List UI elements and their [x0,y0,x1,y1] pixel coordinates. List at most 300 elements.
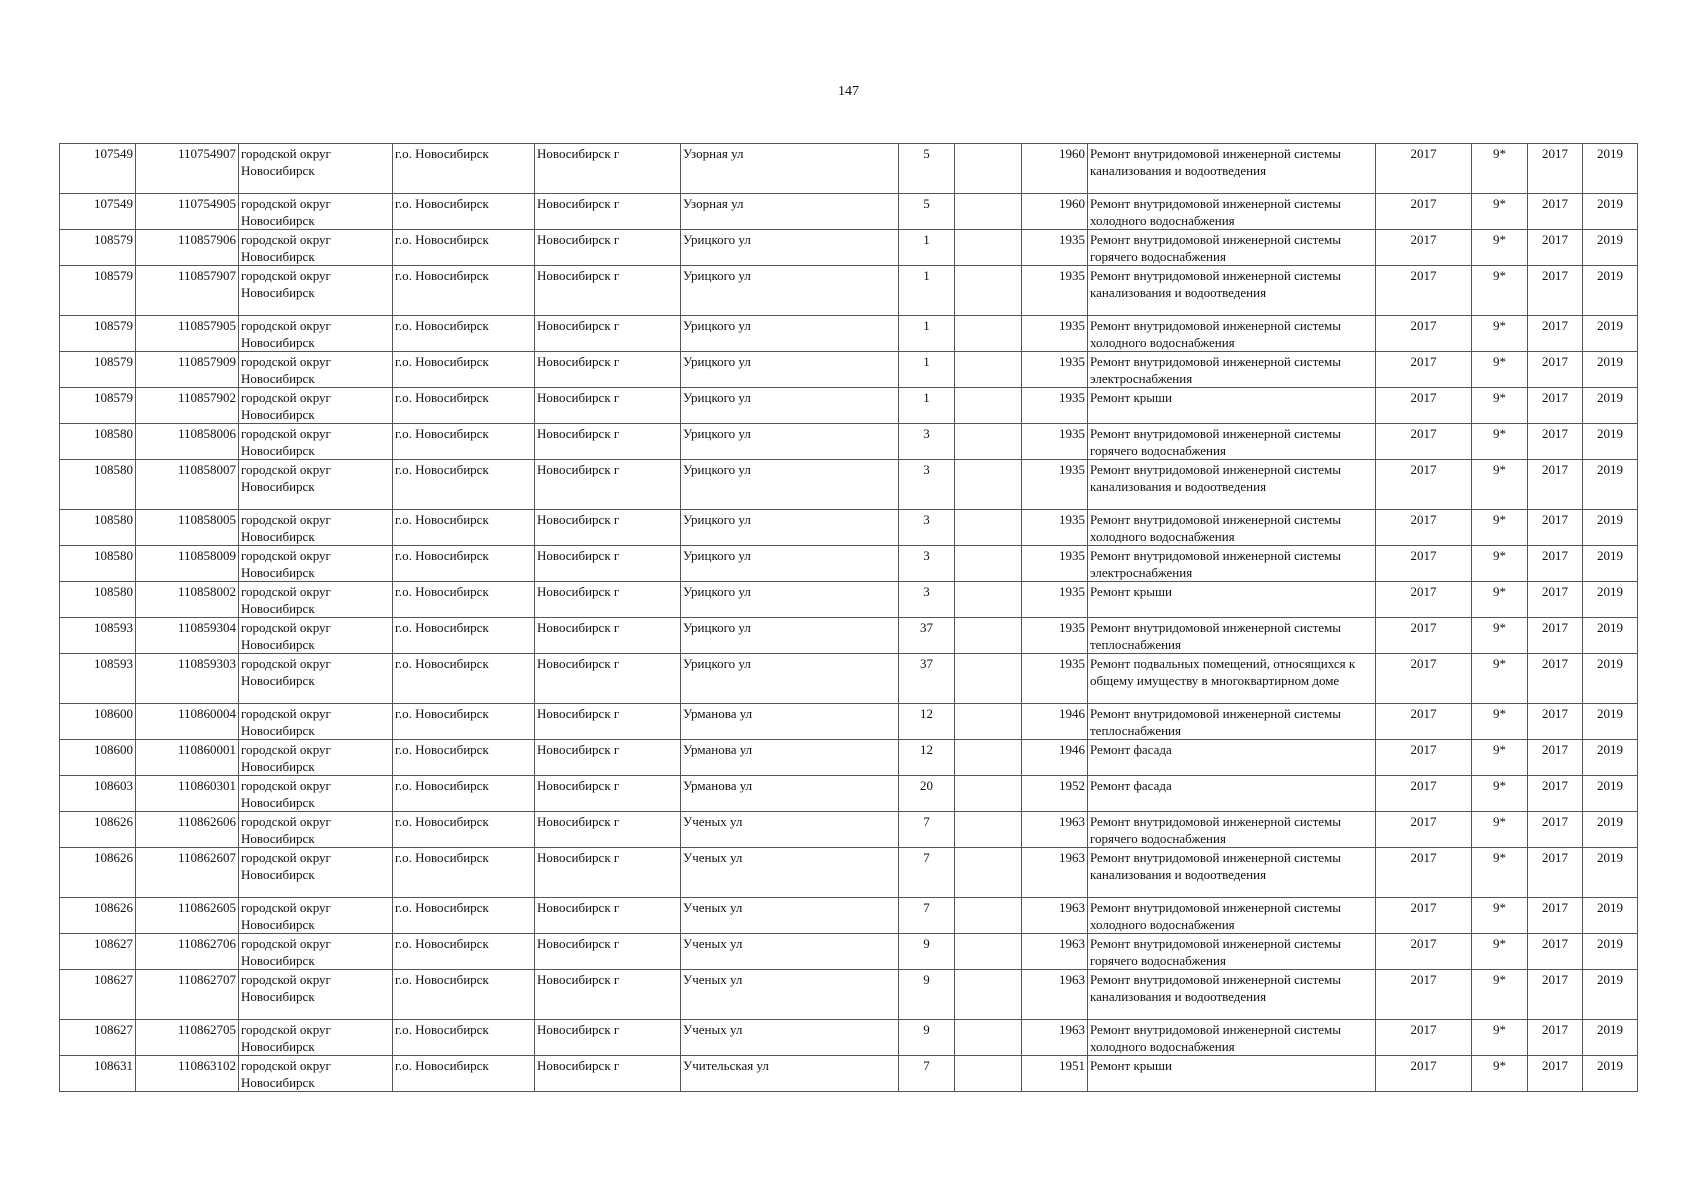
end-year-cell: 2019 [1583,144,1638,194]
work-code-cell: 110859303 [136,654,239,704]
note-cell: 9* [1472,776,1528,812]
work-type-cell: Ремонт внутридомовой инженерной системы канализования и водоотведения [1088,266,1376,316]
table-row [60,740,1638,776]
record-id-cell: 108580 [60,546,136,582]
note-cell: 9* [1472,582,1528,618]
district-cell: городской округ Новосибирск [239,424,393,460]
locality-cell: Новосибирск г [535,546,681,582]
plan-year-cell: 2017 [1376,654,1472,704]
locality-cell: Новосибирск г [535,266,681,316]
plan-year-cell: 2017 [1376,618,1472,654]
table-row [60,1020,1638,1056]
work-code-cell: 110858002 [136,582,239,618]
year-built-cell: 1935 [1022,230,1088,266]
locality-cell: Новосибирск г [535,898,681,934]
house-number-cell: 3 [899,546,955,582]
record-id-cell: 108626 [60,898,136,934]
work-type-cell: Ремонт внутридомовой инженерной системы холодного водоснабжения [1088,1020,1376,1056]
street-cell: Ученых ул [681,934,899,970]
record-id-cell: 108603 [60,776,136,812]
start-year-cell: 2017 [1528,460,1583,510]
work-code-cell: 110862606 [136,812,239,848]
start-year-cell: 2017 [1528,424,1583,460]
street-cell: Урицкого ул [681,546,899,582]
municipality-cell: г.о. Новосибирск [393,266,535,316]
house-number-cell: 9 [899,934,955,970]
locality-cell: Новосибирск г [535,460,681,510]
locality-cell: Новосибирск г [535,1056,681,1092]
building-cell [955,266,1022,316]
start-year-cell: 2017 [1528,1056,1583,1092]
table-row [60,582,1638,618]
locality-cell: Новосибирск г [535,848,681,898]
start-year-cell: 2017 [1528,546,1583,582]
district-cell: городской округ Новосибирск [239,934,393,970]
locality-cell: Новосибирск г [535,352,681,388]
plan-year-cell: 2017 [1376,388,1472,424]
note-cell: 9* [1472,1020,1528,1056]
table-row [60,194,1638,230]
district-cell: городской округ Новосибирск [239,352,393,388]
record-id-cell: 108580 [60,510,136,546]
note-cell: 9* [1472,144,1528,194]
year-built-cell: 1960 [1022,194,1088,230]
district-cell: городской округ Новосибирск [239,144,393,194]
work-type-cell: Ремонт внутридомовой инженерной системы теплоснабжения [1088,704,1376,740]
street-cell: Урицкого ул [681,424,899,460]
end-year-cell: 2019 [1583,388,1638,424]
house-number-cell: 7 [899,848,955,898]
plan-year-cell: 2017 [1376,1056,1472,1092]
work-type-cell: Ремонт внутридомовой инженерной системы канализования и водоотведения [1088,144,1376,194]
work-type-cell: Ремонт фасада [1088,776,1376,812]
year-built-cell: 1951 [1022,1056,1088,1092]
district-cell: городской округ Новосибирск [239,1020,393,1056]
building-cell [955,460,1022,510]
work-type-cell: Ремонт внутридомовой инженерной системы холодного водоснабжения [1088,194,1376,230]
locality-cell: Новосибирск г [535,510,681,546]
year-built-cell: 1935 [1022,510,1088,546]
house-number-cell: 20 [899,776,955,812]
note-cell: 9* [1472,740,1528,776]
municipality-cell: г.о. Новосибирск [393,1020,535,1056]
start-year-cell: 2017 [1528,704,1583,740]
end-year-cell: 2019 [1583,316,1638,352]
registry-table [59,143,1638,1092]
municipality-cell: г.о. Новосибирск [393,654,535,704]
work-code-cell: 110858009 [136,546,239,582]
street-cell: Узорная ул [681,194,899,230]
street-cell: Урицкого ул [681,230,899,266]
house-number-cell: 5 [899,144,955,194]
work-code-cell: 110857905 [136,316,239,352]
note-cell: 9* [1472,898,1528,934]
street-cell: Урманова ул [681,704,899,740]
house-number-cell: 12 [899,704,955,740]
work-code-cell: 110860001 [136,740,239,776]
note-cell: 9* [1472,194,1528,230]
building-cell [955,776,1022,812]
table-row [60,704,1638,740]
plan-year-cell: 2017 [1376,352,1472,388]
plan-year-cell: 2017 [1376,582,1472,618]
locality-cell: Новосибирск г [535,654,681,704]
district-cell: городской округ Новосибирск [239,618,393,654]
work-type-cell: Ремонт внутридомовой инженерной системы холодного водоснабжения [1088,510,1376,546]
record-id-cell: 108593 [60,654,136,704]
end-year-cell: 2019 [1583,266,1638,316]
municipality-cell: г.о. Новосибирск [393,812,535,848]
year-built-cell: 1960 [1022,144,1088,194]
year-built-cell: 1963 [1022,1020,1088,1056]
year-built-cell: 1935 [1022,424,1088,460]
start-year-cell: 2017 [1528,230,1583,266]
municipality-cell: г.о. Новосибирск [393,352,535,388]
house-number-cell: 1 [899,266,955,316]
plan-year-cell: 2017 [1376,898,1472,934]
locality-cell: Новосибирск г [535,144,681,194]
house-number-cell: 3 [899,510,955,546]
start-year-cell: 2017 [1528,812,1583,848]
start-year-cell: 2017 [1528,898,1583,934]
district-cell: городской округ Новосибирск [239,230,393,266]
work-code-cell: 110858007 [136,460,239,510]
work-code-cell: 110862605 [136,898,239,934]
start-year-cell: 2017 [1528,848,1583,898]
work-code-cell: 110862706 [136,934,239,970]
table-row [60,266,1638,316]
start-year-cell: 2017 [1528,388,1583,424]
note-cell: 9* [1472,848,1528,898]
street-cell: Урманова ул [681,776,899,812]
table-row [60,934,1638,970]
building-cell [955,316,1022,352]
district-cell: городской округ Новосибирск [239,194,393,230]
municipality-cell: г.о. Новосибирск [393,618,535,654]
record-id-cell: 108579 [60,352,136,388]
building-cell [955,1056,1022,1092]
street-cell: Учительская ул [681,1056,899,1092]
start-year-cell: 2017 [1528,510,1583,546]
street-cell: Урицкого ул [681,582,899,618]
work-code-cell: 110859304 [136,618,239,654]
year-built-cell: 1963 [1022,812,1088,848]
record-id-cell: 108627 [60,970,136,1020]
municipality-cell: г.о. Новосибирск [393,144,535,194]
locality-cell: Новосибирск г [535,618,681,654]
start-year-cell: 2017 [1528,316,1583,352]
start-year-cell: 2017 [1528,970,1583,1020]
building-cell [955,740,1022,776]
municipality-cell: г.о. Новосибирск [393,582,535,618]
note-cell: 9* [1472,618,1528,654]
municipality-cell: г.о. Новосибирск [393,970,535,1020]
note-cell: 9* [1472,970,1528,1020]
note-cell: 9* [1472,546,1528,582]
district-cell: городской округ Новосибирск [239,812,393,848]
end-year-cell: 2019 [1583,776,1638,812]
work-type-cell: Ремонт крыши [1088,1056,1376,1092]
municipality-cell: г.о. Новосибирск [393,230,535,266]
municipality-cell: г.о. Новосибирск [393,704,535,740]
work-type-cell: Ремонт внутридомовой инженерной системы горячего водоснабжения [1088,812,1376,848]
municipality-cell: г.о. Новосибирск [393,460,535,510]
plan-year-cell: 2017 [1376,424,1472,460]
district-cell: городской округ Новосибирск [239,388,393,424]
start-year-cell: 2017 [1528,266,1583,316]
table-row [60,460,1638,510]
municipality-cell: г.о. Новосибирск [393,388,535,424]
house-number-cell: 1 [899,316,955,352]
building-cell [955,352,1022,388]
start-year-cell: 2017 [1528,1020,1583,1056]
table-row [60,776,1638,812]
municipality-cell: г.о. Новосибирск [393,848,535,898]
building-cell [955,704,1022,740]
district-cell: городской округ Новосибирск [239,898,393,934]
house-number-cell: 9 [899,1020,955,1056]
note-cell: 9* [1472,934,1528,970]
note-cell: 9* [1472,460,1528,510]
district-cell: городской округ Новосибирск [239,582,393,618]
plan-year-cell: 2017 [1376,704,1472,740]
work-code-cell: 110860004 [136,704,239,740]
end-year-cell: 2019 [1583,654,1638,704]
end-year-cell: 2019 [1583,1020,1638,1056]
house-number-cell: 1 [899,230,955,266]
street-cell: Урицкого ул [681,618,899,654]
year-built-cell: 1935 [1022,266,1088,316]
table-row [60,388,1638,424]
street-cell: Ученых ул [681,1020,899,1056]
work-code-cell: 110754905 [136,194,239,230]
house-number-cell: 1 [899,388,955,424]
work-type-cell: Ремонт внутридомовой инженерной системы электроснабжения [1088,352,1376,388]
house-number-cell: 1 [899,352,955,388]
plan-year-cell: 2017 [1376,934,1472,970]
table-row [60,424,1638,460]
start-year-cell: 2017 [1528,740,1583,776]
plan-year-cell: 2017 [1376,460,1472,510]
note-cell: 9* [1472,704,1528,740]
record-id-cell: 108579 [60,266,136,316]
record-id-cell: 108580 [60,460,136,510]
plan-year-cell: 2017 [1376,970,1472,1020]
note-cell: 9* [1472,352,1528,388]
work-code-cell: 110862607 [136,848,239,898]
municipality-cell: г.о. Новосибирск [393,194,535,230]
building-cell [955,546,1022,582]
year-built-cell: 1935 [1022,352,1088,388]
work-code-cell: 110858006 [136,424,239,460]
house-number-cell: 9 [899,970,955,1020]
house-number-cell: 3 [899,460,955,510]
building-cell [955,230,1022,266]
start-year-cell: 2017 [1528,582,1583,618]
table-row [60,144,1638,194]
record-id-cell: 108580 [60,424,136,460]
plan-year-cell: 2017 [1376,144,1472,194]
work-code-cell: 110860301 [136,776,239,812]
year-built-cell: 1935 [1022,460,1088,510]
start-year-cell: 2017 [1528,618,1583,654]
table-row [60,352,1638,388]
work-code-cell: 110857906 [136,230,239,266]
house-number-cell: 7 [899,898,955,934]
end-year-cell: 2019 [1583,618,1638,654]
building-cell [955,582,1022,618]
year-built-cell: 1963 [1022,934,1088,970]
note-cell: 9* [1472,266,1528,316]
plan-year-cell: 2017 [1376,194,1472,230]
end-year-cell: 2019 [1583,194,1638,230]
table-row [60,618,1638,654]
year-built-cell: 1935 [1022,618,1088,654]
table-row [60,898,1638,934]
end-year-cell: 2019 [1583,510,1638,546]
building-cell [955,654,1022,704]
record-id-cell: 108593 [60,618,136,654]
end-year-cell: 2019 [1583,460,1638,510]
house-number-cell: 7 [899,812,955,848]
record-id-cell: 108627 [60,934,136,970]
note-cell: 9* [1472,230,1528,266]
building-cell [955,144,1022,194]
year-built-cell: 1946 [1022,740,1088,776]
year-built-cell: 1935 [1022,316,1088,352]
house-number-cell: 5 [899,194,955,230]
year-built-cell: 1935 [1022,582,1088,618]
street-cell: Урицкого ул [681,654,899,704]
district-cell: городской округ Новосибирск [239,546,393,582]
work-type-cell: Ремонт крыши [1088,388,1376,424]
locality-cell: Новосибирск г [535,388,681,424]
street-cell: Урицкого ул [681,266,899,316]
year-built-cell: 1952 [1022,776,1088,812]
year-built-cell: 1963 [1022,970,1088,1020]
work-type-cell: Ремонт внутридомовой инженерной системы канализования и водоотведения [1088,460,1376,510]
locality-cell: Новосибирск г [535,740,681,776]
work-type-cell: Ремонт внутридомовой инженерной системы теплоснабжения [1088,618,1376,654]
street-cell: Урманова ул [681,740,899,776]
note-cell: 9* [1472,388,1528,424]
work-type-cell: Ремонт внутридомовой инженерной системы электроснабжения [1088,546,1376,582]
year-built-cell: 1963 [1022,898,1088,934]
end-year-cell: 2019 [1583,1056,1638,1092]
district-cell: городской округ Новосибирск [239,704,393,740]
table-row [60,230,1638,266]
locality-cell: Новосибирск г [535,1020,681,1056]
locality-cell: Новосибирск г [535,812,681,848]
plan-year-cell: 2017 [1376,266,1472,316]
work-type-cell: Ремонт внутридомовой инженерной системы холодного водоснабжения [1088,316,1376,352]
plan-year-cell: 2017 [1376,230,1472,266]
district-cell: городской округ Новосибирск [239,776,393,812]
record-id-cell: 108580 [60,582,136,618]
locality-cell: Новосибирск г [535,424,681,460]
street-cell: Ученых ул [681,898,899,934]
locality-cell: Новосибирск г [535,316,681,352]
municipality-cell: г.о. Новосибирск [393,510,535,546]
building-cell [955,970,1022,1020]
district-cell: городской округ Новосибирск [239,460,393,510]
street-cell: Ученых ул [681,812,899,848]
district-cell: городской округ Новосибирск [239,970,393,1020]
street-cell: Урицкого ул [681,352,899,388]
start-year-cell: 2017 [1528,144,1583,194]
plan-year-cell: 2017 [1376,510,1472,546]
end-year-cell: 2019 [1583,352,1638,388]
table-row [60,1056,1638,1092]
start-year-cell: 2017 [1528,934,1583,970]
work-code-cell: 110754907 [136,144,239,194]
house-number-cell: 3 [899,582,955,618]
street-cell: Урицкого ул [681,388,899,424]
district-cell: городской округ Новосибирск [239,1056,393,1092]
table-row [60,848,1638,898]
locality-cell: Новосибирск г [535,582,681,618]
municipality-cell: г.о. Новосибирск [393,1056,535,1092]
work-code-cell: 110857909 [136,352,239,388]
municipality-cell: г.о. Новосибирск [393,424,535,460]
district-cell: городской округ Новосибирск [239,740,393,776]
plan-year-cell: 2017 [1376,848,1472,898]
street-cell: Урицкого ул [681,460,899,510]
note-cell: 9* [1472,316,1528,352]
record-id-cell: 108631 [60,1056,136,1092]
building-cell [955,898,1022,934]
locality-cell: Новосибирск г [535,970,681,1020]
house-number-cell: 7 [899,1056,955,1092]
record-id-cell: 107549 [60,194,136,230]
table-row [60,510,1638,546]
registry-body [60,144,1638,1092]
plan-year-cell: 2017 [1376,316,1472,352]
plan-year-cell: 2017 [1376,740,1472,776]
work-type-cell: Ремонт внутридомовой инженерной системы холодного водоснабжения [1088,898,1376,934]
year-built-cell: 1935 [1022,546,1088,582]
work-code-cell: 110857902 [136,388,239,424]
start-year-cell: 2017 [1528,654,1583,704]
end-year-cell: 2019 [1583,230,1638,266]
building-cell [955,1020,1022,1056]
end-year-cell: 2019 [1583,424,1638,460]
work-type-cell: Ремонт внутридомовой инженерной системы горячего водоснабжения [1088,934,1376,970]
work-code-cell: 110863102 [136,1056,239,1092]
record-id-cell: 108600 [60,740,136,776]
table-row [60,316,1638,352]
district-cell: городской округ Новосибирск [239,654,393,704]
work-code-cell: 110858005 [136,510,239,546]
end-year-cell: 2019 [1583,970,1638,1020]
work-code-cell: 110857907 [136,266,239,316]
district-cell: городской округ Новосибирск [239,316,393,352]
work-type-cell: Ремонт крыши [1088,582,1376,618]
record-id-cell: 108579 [60,230,136,266]
house-number-cell: 37 [899,618,955,654]
end-year-cell: 2019 [1583,934,1638,970]
end-year-cell: 2019 [1583,812,1638,848]
plan-year-cell: 2017 [1376,812,1472,848]
year-built-cell: 1963 [1022,848,1088,898]
record-id-cell: 108579 [60,388,136,424]
note-cell: 9* [1472,1056,1528,1092]
work-code-cell: 110862707 [136,970,239,1020]
work-type-cell: Ремонт внутридомовой инженерной системы канализования и водоотведения [1088,970,1376,1020]
district-cell: городской округ Новосибирск [239,848,393,898]
building-cell [955,848,1022,898]
work-type-cell: Ремонт внутридомовой инженерной системы горячего водоснабжения [1088,424,1376,460]
